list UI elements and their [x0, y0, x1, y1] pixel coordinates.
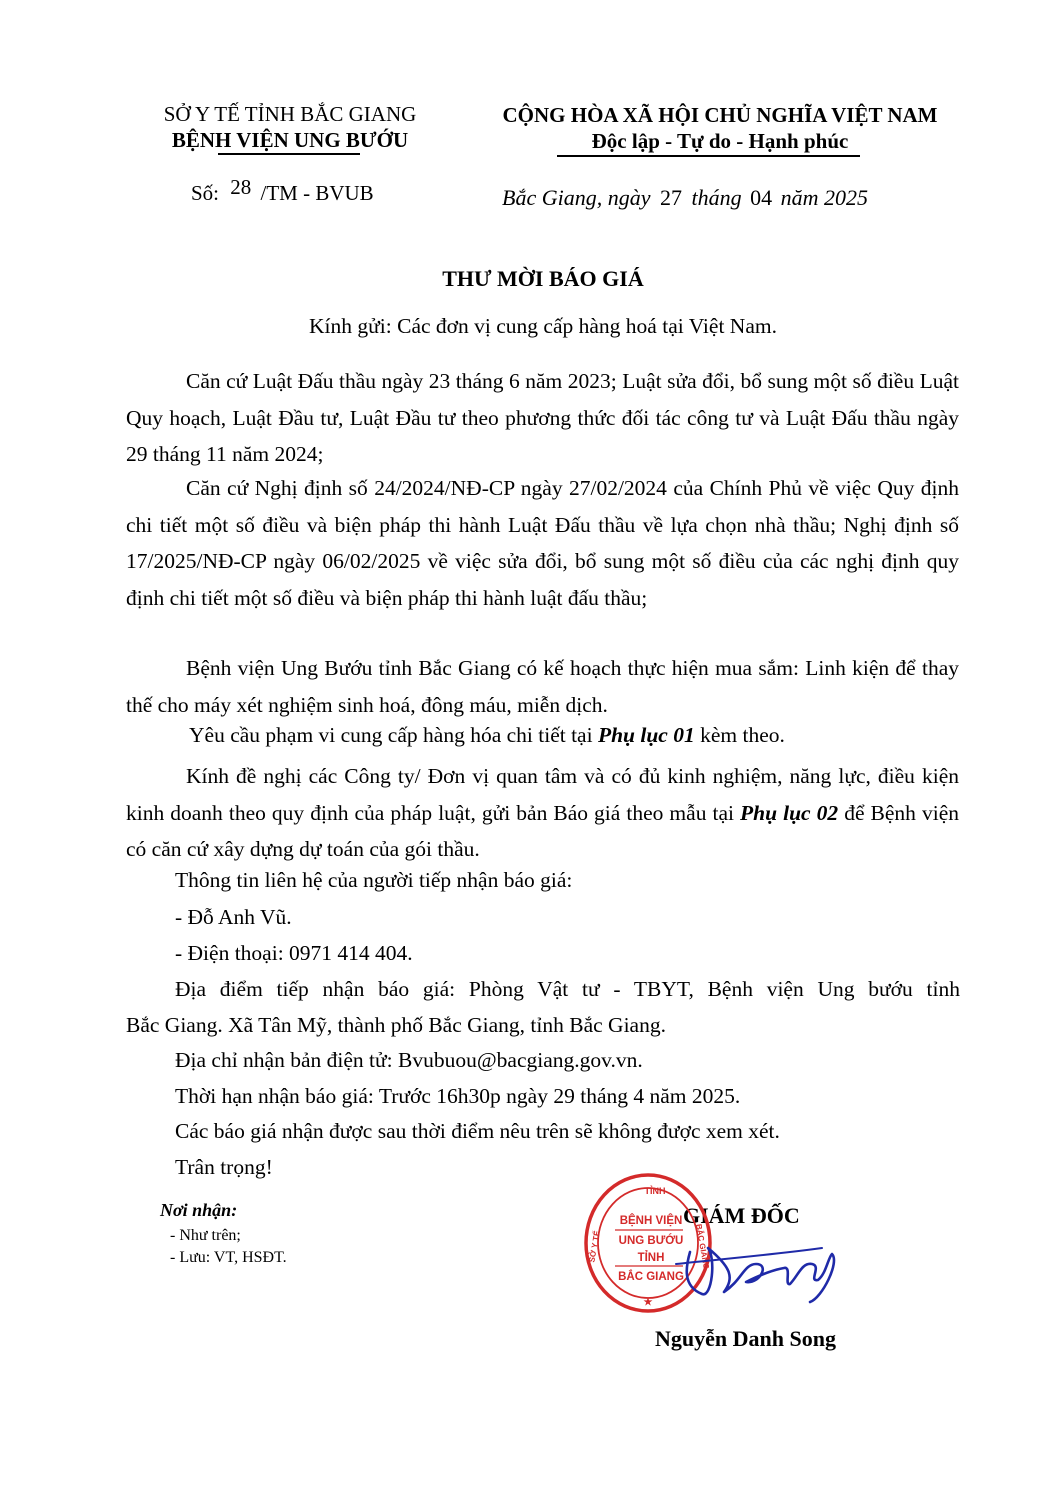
- number-value: 28: [230, 175, 252, 199]
- appendix-02-ref: Phụ lục 02: [740, 800, 839, 825]
- document-title: THƯ MỜI BÁO GIÁ: [442, 266, 644, 291]
- email-line: Địa chỉ nhận bản điện tử: Bvubuou@bacgiang.gov.vn.: [175, 1048, 643, 1072]
- paragraph-scope: [189, 723, 785, 748]
- signature-scribble: [672, 1218, 852, 1308]
- date-month: 04: [750, 185, 773, 210]
- seal-line-4: BẮC GIANG: [618, 1271, 684, 1283]
- p5-a: Kính đề nghị các Công ty/ Đơn vị quan tâm và có đủ kinh nghiệm, năng lực, điều kiện kinh doanh theo quy định của pháp luật, gửi bản Báo giá theo mẫu tại: [126, 764, 959, 825]
- document-number: [191, 175, 374, 206]
- p4-a: Yêu cầu phạm vi cung cấp hàng hóa chi tiết tại: [189, 723, 598, 747]
- contact-name: - Đỗ Anh Vũ.: [175, 905, 292, 929]
- p2-text: Căn cứ Nghị định số 24/2024/NĐ-CP ngày 27/02/2024 của Chính Phủ về việc Quy định chi tiết một số điều và biện pháp thi hành Luật Đấu thầu về lựa chọn nhà thầu; Nghị định số 17/2025/NĐ-CP ngày 06/02/2025 về việc sửa đổi, bổ sung một số điều của các nghị định quy định chi tiết một số điều và biện pháp thi hành luật đấu thầu;: [126, 476, 959, 610]
- seal-line-1: BỆNH VIỆN: [619, 1215, 683, 1227]
- p4-c: kèm theo.: [694, 723, 785, 747]
- signer-name: Nguyễn Danh Song: [655, 1326, 836, 1351]
- closing-line: Trân trọng!: [175, 1155, 273, 1179]
- paragraph-legal-basis-2: [126, 470, 959, 616]
- seal-line-3: TỈNH: [637, 1252, 665, 1264]
- motto-underline: [557, 155, 860, 157]
- place-line-2: Bắc Giang. Xã Tân Mỹ, thành phố Bắc Giang, tỉnh Bắc Giang.: [126, 1013, 666, 1037]
- p1-text: Căn cứ Luật Đấu thầu ngày 23 tháng 6 năm 2023; Luật sửa đổi, bổ sung một số điều Luật Quy hoạch, Luật Đầu tư, Luật Đầu tư theo phương thức đối tác công tư và Luật Đấu thầu ngày 29 tháng 11 năm 2024;: [126, 369, 959, 466]
- seal-line-2: UNG BƯỚU: [618, 1235, 684, 1247]
- dept-name: SỞ Y TẾ TỈNH BẮC GIANG: [163, 102, 417, 126]
- paragraph-procurement-plan: [126, 650, 959, 723]
- p5-c: để Bệnh viện có căn cứ xây dựng dự toán của gói thầu.: [126, 800, 959, 861]
- date-day: 27: [659, 185, 682, 210]
- hospital-underline: [218, 153, 360, 155]
- recipient-item-1: - Như trên;: [170, 1227, 241, 1244]
- seal-ring-left: SỞ Y TẾ: [587, 1230, 602, 1264]
- issue-date: [502, 185, 868, 211]
- date-prefix: Bắc Giang, ngày: [502, 185, 651, 210]
- paragraph-request: [126, 758, 959, 868]
- recipient-item-2: - Lưu: VT, HSĐT.: [170, 1249, 287, 1266]
- place-line-1: Địa điểm tiếp nhận báo giá: Phòng Vật tư - TBYT, Bệnh viện Ung bướu tỉnh: [175, 977, 960, 1001]
- late-notice-line: Các báo giá nhận được sau thời điểm nêu trên sẽ không được xem xét.: [175, 1119, 780, 1143]
- recipient-line: Kính gửi: Các đơn vị cung cấp hàng hoá tại Việt Nam.: [309, 314, 777, 338]
- signer-role: GIÁM ĐỐC: [683, 1203, 800, 1228]
- deadline-line: Thời hạn nhận báo giá: Trước 16h30p ngày 29 tháng 4 năm 2025.: [175, 1084, 741, 1108]
- hospital-name: BỆNH VIỆN UNG BƯỚU: [171, 128, 409, 152]
- seal-top-text: TỈNH: [644, 1186, 666, 1196]
- country-name: CỘNG HÒA XÃ HỘI CHỦ NGHĨA VIỆT NAM: [502, 103, 938, 127]
- contact-phone: - Điện thoại: 0971 414 404.: [175, 941, 413, 965]
- seal-ring-right: BẮC GIANG: [694, 1223, 711, 1270]
- appendix-01-ref: Phụ lục 01: [597, 723, 695, 747]
- number-prefix: Số:: [191, 181, 220, 205]
- contact-intro: Thông tin liên hệ của người tiếp nhận báo giá:: [175, 868, 573, 892]
- date-year: năm 2025: [780, 185, 868, 210]
- paragraph-legal-basis-1: [126, 363, 959, 473]
- seal-star-icon: ★: [643, 1297, 653, 1308]
- national-motto: Độc lập - Tự do - Hạnh phúc: [591, 129, 849, 153]
- recipients-label: Nơi nhận:: [160, 1200, 238, 1220]
- date-month-label: tháng: [691, 185, 742, 210]
- p3-text: Bệnh viện Ung Bướu tỉnh Bắc Giang có kế hoạch thực hiện mua sắm: Linh kiện để thay thế cho máy xét nghiệm sinh hoá, đông máu, miễn dịch.: [126, 656, 959, 717]
- number-suffix: /TM - BVUB: [260, 181, 374, 205]
